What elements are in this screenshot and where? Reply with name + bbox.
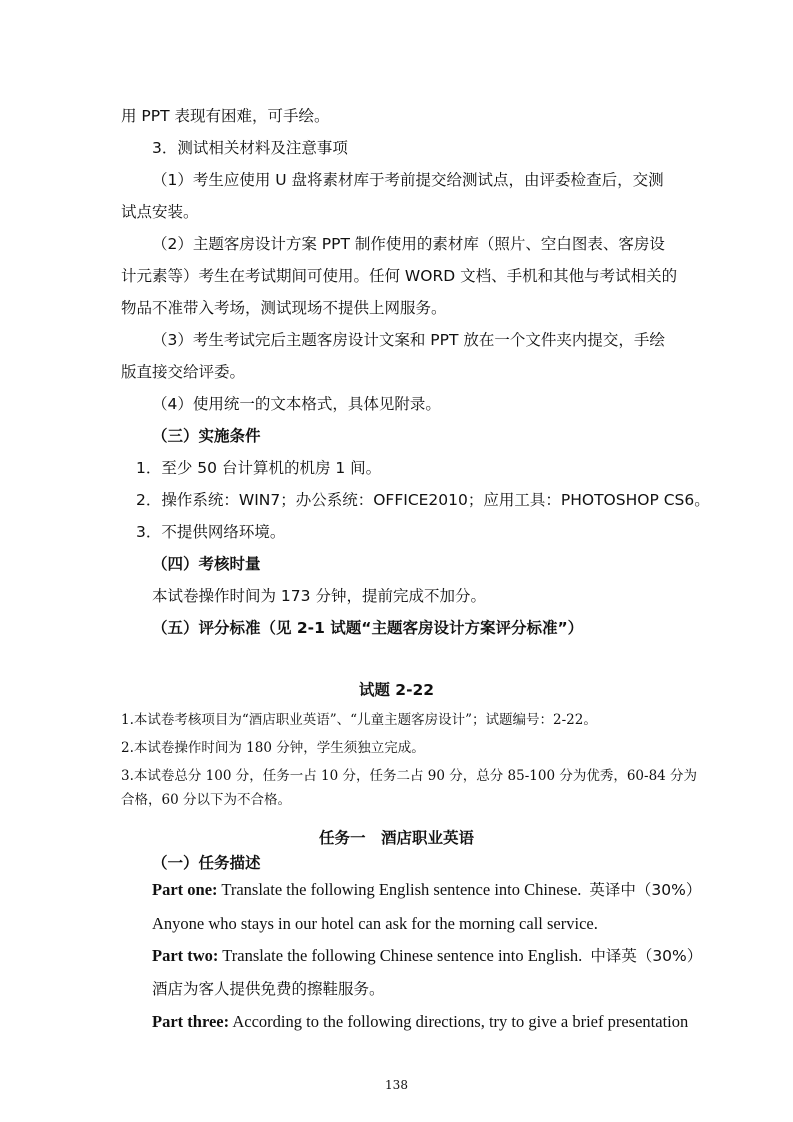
part-two-tag: 中译英（30%） (590, 947, 703, 965)
heading-duration: （四）考核时量 (152, 555, 261, 573)
heading-task-description: （一）任务描述 (152, 854, 261, 872)
paragraph-line: 物品不准带入考场，测试现场不提供上网服务。 (121, 299, 447, 317)
list-item: 3．不提供网络环境。 (136, 523, 286, 541)
task-title: 任务一 酒店职业英语 (318, 829, 474, 847)
part-two-content: 酒店为客人提供免费的擦鞋服务。 (152, 980, 385, 998)
subheading-materials: 3．测试相关材料及注意事项 (152, 139, 348, 157)
part-one-label: Part one: (152, 880, 218, 899)
exam-note: 合格，60 分以下为不合格。 (121, 792, 291, 808)
part-one-line (152, 880, 701, 900)
paragraph-line: （2）主题客房设计方案 PPT 制作使用的素材库（照片、空白图表、客房设 (152, 235, 665, 253)
part-one-instruction: Translate the following English sentence into Chinese. (217, 880, 582, 899)
paragraph-line: （3）考生考试完后主题客房设计文案和 PPT 放在一个文件夹内提交，手绘 (152, 331, 665, 349)
page-number: 138 (385, 1078, 408, 1092)
heading-grading: （五）评分标准（见 2-1 试题“主题客房设计方案评分标准”） (152, 619, 584, 637)
paragraph-line: 计元素等）考生在考试期间可使用。任何 WORD 文档、手机和其他与考试相关的 (121, 267, 678, 285)
paragraph-line: （4）使用统一的文本格式，具体见附录。 (152, 395, 441, 413)
part-one-tag: 英译中（30%） (589, 881, 702, 899)
exam-note: 3.本试卷总分 100 分，任务一占 10 分，任务二占 90 分，总分 85-100 分为优秀，60-84 分为 (121, 768, 698, 784)
part-two-instruction: Translate the following Chinese sentence into English. (218, 946, 583, 965)
part-three-label: Part three: (152, 1012, 230, 1031)
paragraph-line: 本试卷操作时间为 173 分钟，提前完成不加分。 (152, 587, 486, 605)
list-item: 1．至少 50 台计算机的机房 1 间。 (136, 459, 382, 477)
part-two-line (152, 946, 702, 966)
part-three-line (152, 1012, 688, 1032)
list-item: 2．操作系统：WIN7；办公系统：OFFICE2010；应用工具：PHOTOSHOP CS6。 (136, 491, 710, 509)
paragraph-line: 版直接交给评委。 (121, 363, 246, 381)
heading-conditions: （三）实施条件 (152, 427, 261, 445)
part-one-content: Anyone who stays in our hotel can ask for the morning call service. (152, 914, 598, 933)
part-three-instruction: According to the following directions, try to give a brief presentation (229, 1012, 689, 1031)
part-two-label: Part two: (152, 946, 219, 965)
paragraph-line: 用 PPT 表现有困难，可手绘。 (121, 107, 330, 125)
paragraph-line: （1）考生应使用 U 盘将素材库于考前提交给测试点，由评委检查后，交测 (152, 171, 664, 189)
paragraph-line: 试点安装。 (121, 203, 199, 221)
exam-title: 试题 2-22 (358, 681, 435, 699)
exam-note: 1.本试卷考核项目为“酒店职业英语”、“儿童主题客房设计”；试题编号：2-22。 (121, 712, 597, 728)
exam-note: 2.本试卷操作时间为 180 分钟，学生须独立完成。 (121, 740, 425, 756)
